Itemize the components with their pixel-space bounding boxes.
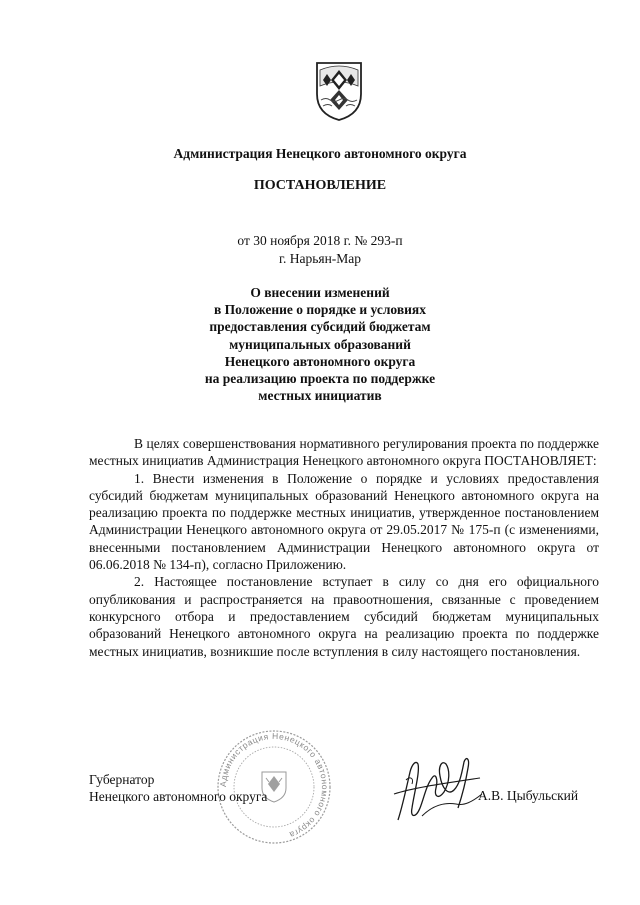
position-title: Губернатор [89, 772, 155, 787]
position-organization: Ненецкого автономного округа [89, 789, 268, 805]
title-line: на реализацию проекта по поддержке [204, 371, 436, 387]
document-type-heading: ПОСТАНОВЛЕНИЕ [253, 178, 387, 193]
handwritten-signature [392, 750, 488, 828]
preamble-paragraph: В целях совершенствования нормативного регулирования проекта по поддержке местных инициатив Администрация Ненецкого автономного округа ПОСТАНОВЛЯЕТ: [89, 436, 599, 469]
signatory-name: А.В. Цыбульский [478, 788, 579, 803]
coat-of-arms-emblem [314, 60, 364, 122]
title-line: в Положение о порядке и условиях [214, 302, 426, 318]
item-2-paragraph: 2. Настоящее постановление вступает в силу со дня его официального опубликования и распространяется на правоотношения, связанные с проведением конкурсного отбора и предоставлением субсидий бюджетам муниципальных образований Ненецкого автономного округа на реализацию проекта по поддержке местных инициатив, возникшие после вступления в силу настоящего постановления. [89, 574, 599, 659]
signatory-position [89, 771, 267, 806]
organization-heading: Администрация Ненецкого автономного округа [173, 146, 467, 161]
title-line: муниципальных образований [229, 336, 411, 352]
document-body [89, 435, 599, 660]
document-place: г. Нарьян-Мар [278, 251, 362, 266]
title-line: предоставления субсидий бюджетам [209, 319, 431, 335]
document-date-number: от 30 ноября 2018 г. № 293-п [237, 233, 403, 248]
title-line: местных инициатив [258, 388, 382, 404]
seal-text: Администрация Ненецкого автономного округа [217, 730, 331, 841]
title-line: Ненецкого автономного округа [224, 353, 416, 369]
title-line: О внесении изменений [250, 285, 390, 300]
document-title [0, 284, 640, 404]
item-1-paragraph: 1. Внести изменения в Положение о порядке и условиях предоставления субсидий бюджетам муниципальных образований Ненецкого автономного округа на реализацию проекта по поддержке местных инициатив, утвержденное постановлением Администрации Ненецкого автономного округа от 29.05.2017 № 175-п (с изменениями, внесенными постановлением Администрации Ненецкого автономного округа от 06.06.2018 № 134-п), согласно Приложению. [89, 470, 599, 573]
